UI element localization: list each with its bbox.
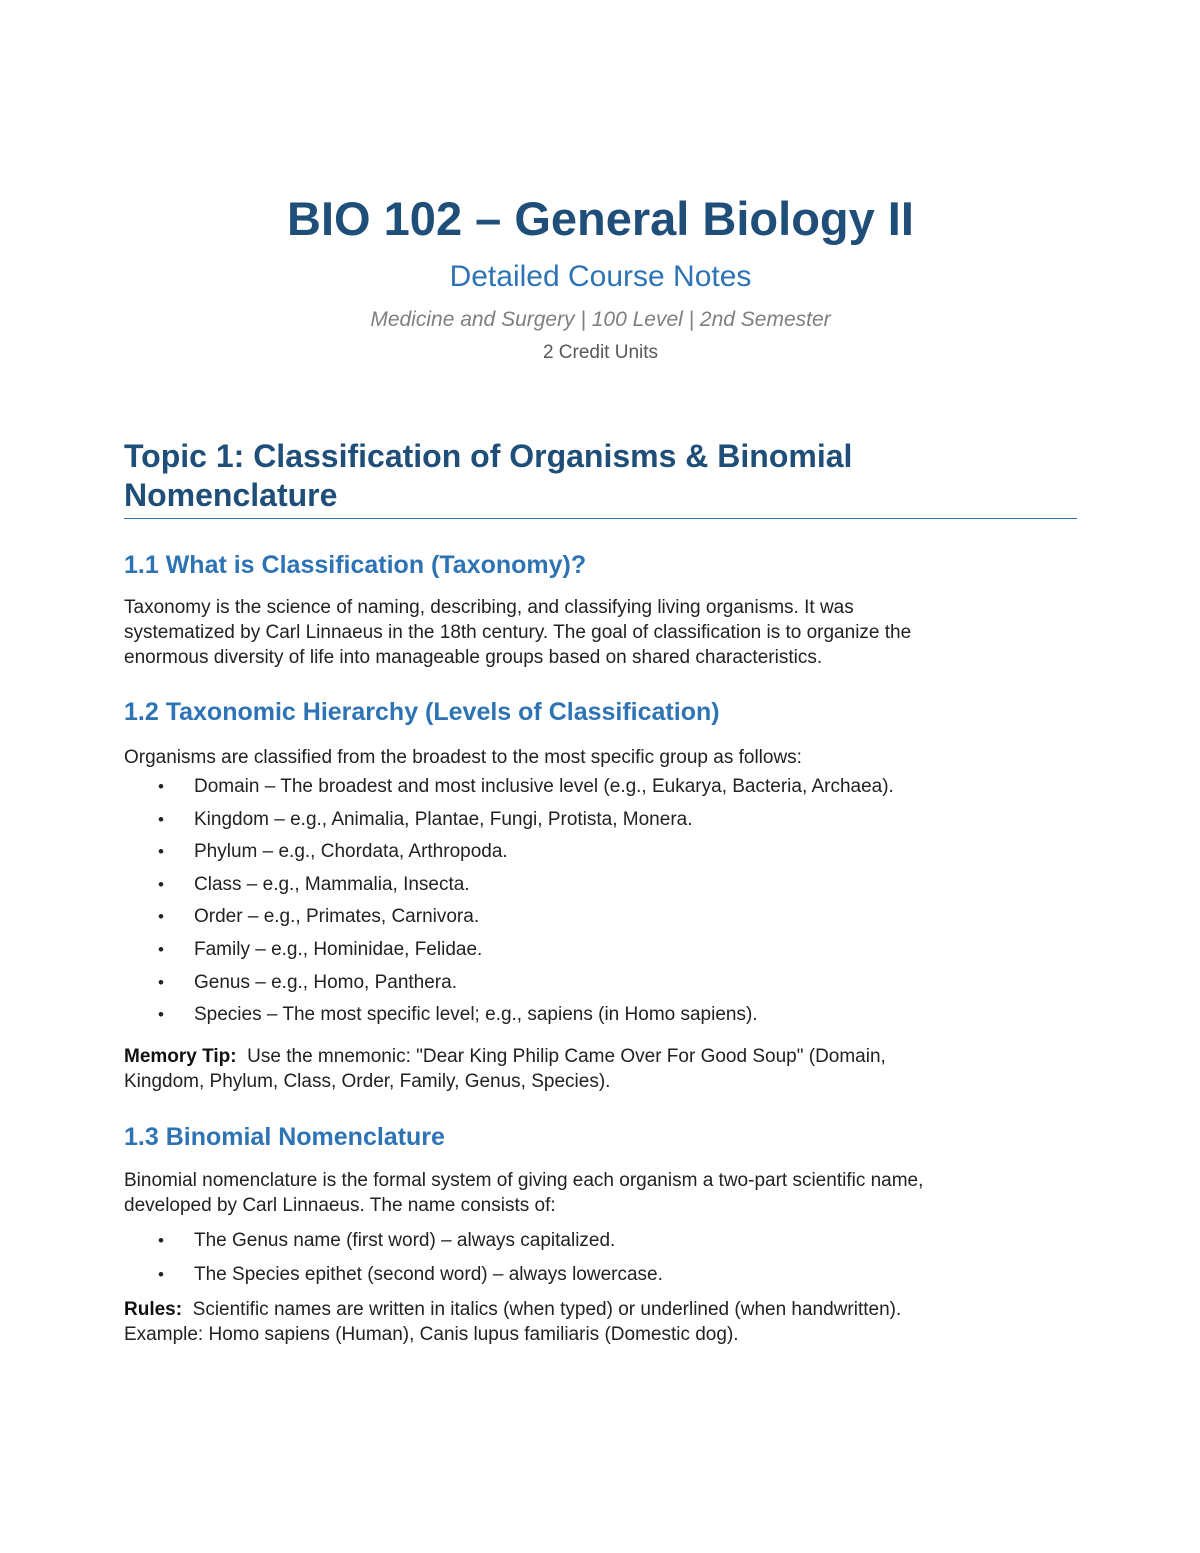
list-item <box>124 937 1077 962</box>
section-heading-1-1: 1.1 What is Classification (Taxonomy)? <box>124 551 587 579</box>
bullet-icon: • <box>158 809 164 829</box>
list-item-text: Class – e.g., Mammalia, Insecta. <box>194 873 470 895</box>
list-item-text: Domain – The broadest and most inclusive level (e.g., Eukarya, Bacteria, Archaea). <box>194 776 894 797</box>
paragraph-line: developed by Carl Linnaeus. The name consists of: <box>124 1195 556 1216</box>
list-item <box>124 839 1077 864</box>
bullet-icon: • <box>158 1231 164 1250</box>
bullet-icon: • <box>158 939 164 959</box>
paragraph-line: enormous diversity of life into manageable groups based on shared characteristics. <box>124 647 823 668</box>
list-item <box>124 904 1077 929</box>
memory-tip-text: Kingdom, Phylum, Class, Order, Family, Genus, Species). <box>124 1071 611 1092</box>
document-subtitle: Detailed Course Notes <box>449 260 752 293</box>
list-item <box>124 807 1077 832</box>
memory-tip-label: Memory Tip: <box>124 1046 237 1067</box>
paragraph-line: Binomial nomenclature is the formal system of giving each organism a two-part scientific name, <box>124 1170 924 1191</box>
list-item-text: Kingdom – e.g., Animalia, Plantae, Fungi, Protista, Monera. <box>194 808 693 830</box>
section-1-2-intro: Organisms are classified from the broadest to the most specific group as follows: <box>124 747 802 768</box>
list-item-text: Order – e.g., Primates, Carnivora. <box>194 906 480 928</box>
list-item <box>124 1262 1077 1287</box>
memory-tip-text: Use the mnemonic: "Dear King Philip Came Over For Good Soup" (Domain, <box>247 1046 886 1067</box>
list-item-text: The Species epithet (second word) – always lowercase. <box>194 1264 663 1285</box>
document-title: BIO 102 – General Biology II <box>287 192 914 245</box>
memory-tip <box>124 1044 1077 1094</box>
list-item <box>124 970 1077 995</box>
section-1-3-intro <box>124 1168 1077 1218</box>
bullet-icon: • <box>158 907 164 927</box>
naming-rules <box>124 1297 1077 1347</box>
section-heading-1-2: 1.2 Taxonomic Hierarchy (Levels of Classification) <box>124 698 720 726</box>
credit-units: 2 Credit Units <box>542 342 659 363</box>
list-item-text: Family – e.g., Hominidae, Felidae. <box>194 938 483 960</box>
topic-heading <box>124 437 1077 515</box>
list-item <box>124 872 1077 897</box>
list-item <box>124 774 1077 799</box>
rules-text: Example: Homo sapiens (Human), Canis lupus familiaris (Domestic dog). <box>124 1324 739 1345</box>
bullet-icon: • <box>158 777 164 796</box>
list-item <box>124 1002 1077 1027</box>
section-1-1-paragraph <box>124 595 1077 670</box>
list-item-text: The Genus name (first word) – always capitalized. <box>194 1230 616 1251</box>
list-item-text: Species – The most specific level; e.g., sapiens (in Homo sapiens). <box>194 1004 758 1026</box>
bullet-icon: • <box>158 1265 164 1284</box>
taxonomic-levels-list <box>124 774 1077 1027</box>
topic-heading-line-2: Nomenclature <box>124 477 338 513</box>
topic-heading-line-1: Topic 1: Classification of Organisms & Binomial <box>124 438 853 474</box>
binomial-parts-list <box>124 1228 1077 1287</box>
bullet-icon: • <box>158 842 164 862</box>
list-item-text: Genus – e.g., Homo, Panthera. <box>194 971 457 993</box>
bullet-icon: • <box>158 1005 164 1025</box>
list-item <box>124 1228 1077 1253</box>
rules-label: Rules: <box>124 1299 183 1320</box>
bullet-icon: • <box>158 874 164 894</box>
bullet-icon: • <box>158 972 164 992</box>
paragraph-line: systematized by Carl Linnaeus in the 18th century. The goal of classification is to organize the <box>124 622 912 643</box>
list-item-text: Phylum – e.g., Chordata, Arthropoda. <box>194 841 508 863</box>
topic-divider <box>124 518 1077 519</box>
paragraph-line: Taxonomy is the science of naming, describing, and classifying living organisms. It was <box>124 597 854 618</box>
section-heading-1-3: 1.3 Binomial Nomenclature <box>124 1123 445 1151</box>
course-meta: Medicine and Surgery | 100 Level | 2nd Semester <box>370 308 831 331</box>
rules-text: Scientific names are written in italics (when typed) or underlined (when handwritten). <box>192 1299 902 1320</box>
